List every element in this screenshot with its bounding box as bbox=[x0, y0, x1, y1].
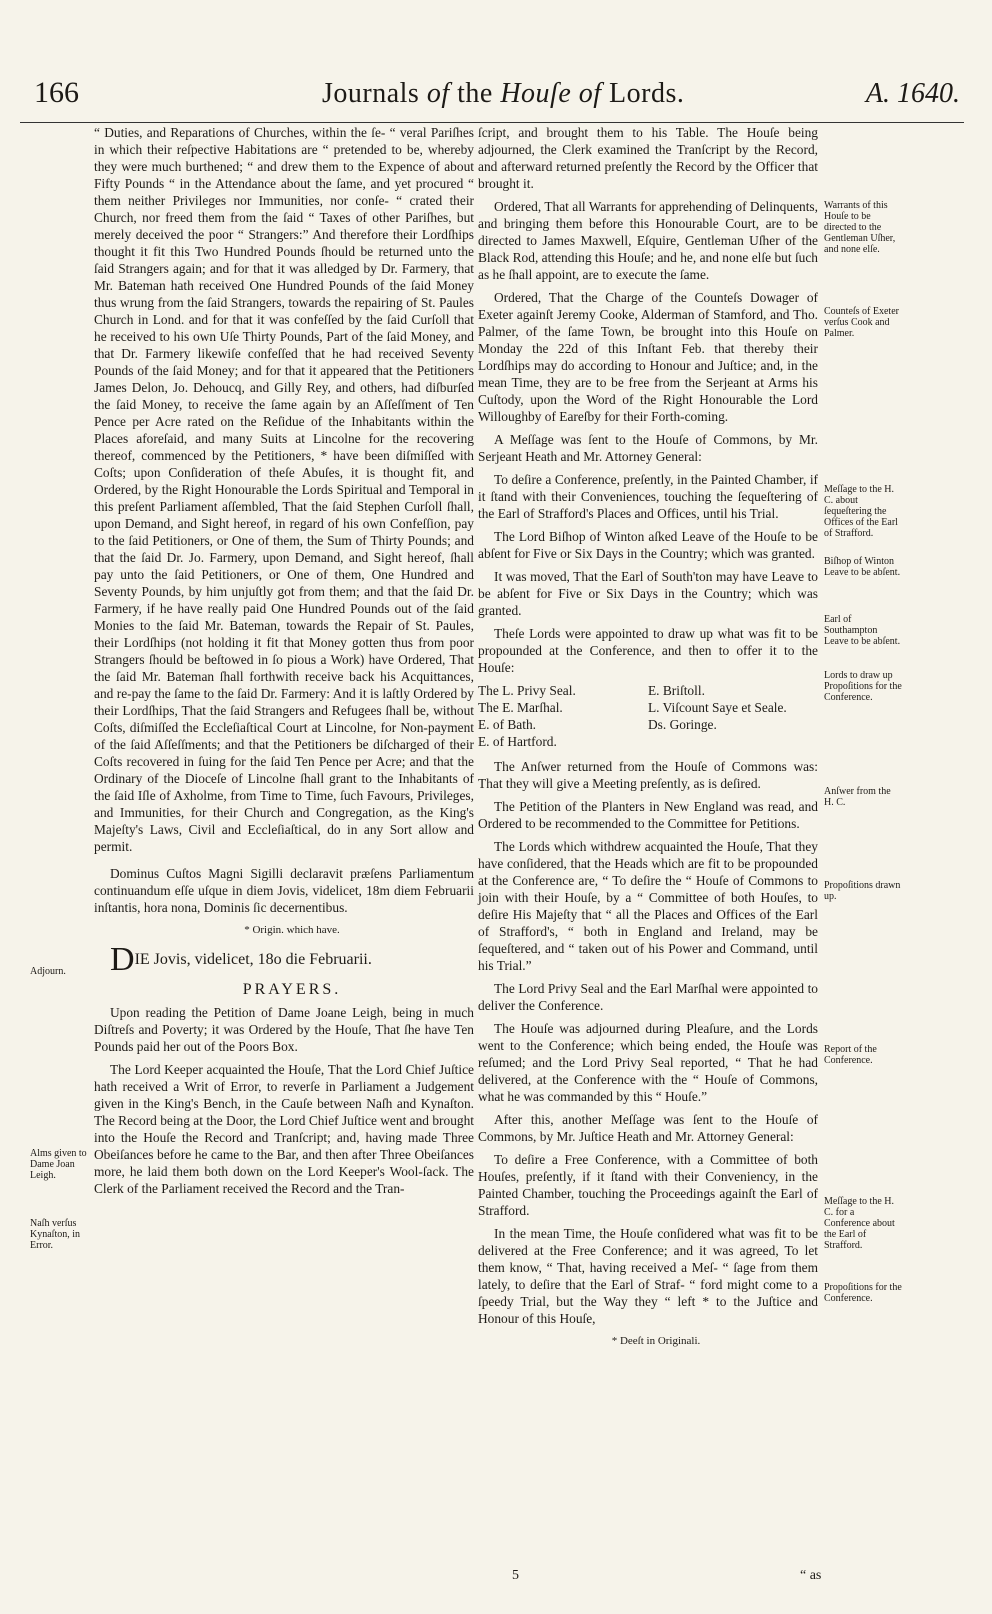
paragraph: Theſe Lords were appointed to draw up what was fit to be propounded at the Conference, and then to offer it to the Houſe: bbox=[478, 626, 818, 675]
margin-note: Meſſage to the H. C. for a Conference about the Earl of Strafford. bbox=[824, 1196, 895, 1251]
date-heading: DIE Jovis, videlicet, 18o die Februarii. bbox=[110, 941, 372, 978]
lords-list bbox=[478, 682, 818, 750]
list-item: E. of Bath. bbox=[478, 717, 537, 732]
list-item: The E. Marſhal. bbox=[478, 700, 563, 715]
page-number: 166 bbox=[34, 76, 79, 109]
footnote: * Origin. which have. bbox=[244, 924, 340, 936]
list-item: The L. Privy Seal. bbox=[478, 683, 576, 698]
margin-note: Naſh verſus Kynaſton, in Error. bbox=[30, 1218, 80, 1251]
lords-list-right bbox=[648, 682, 818, 750]
paragraph: The Lord Biſhop of Winton aſked Leave of the Houſe to be abſent for Five or Six Days in the Country; which was granted. bbox=[478, 529, 818, 561]
margin-note: Report of the Conference. bbox=[824, 1044, 877, 1066]
catchword: “ as bbox=[800, 1568, 822, 1583]
margin-note: Anſwer from the H. C. bbox=[824, 786, 891, 808]
margin-note: Meſſage to the H. C. about ſequeſtering the Offices of the Earl of Strafford. bbox=[824, 484, 898, 539]
margin-note: Earl of Southampton Leave to be abſent. bbox=[824, 614, 901, 647]
paragraph: The Lord Keeper acquainted the Houſe, That the Lord Chief Juſtice hath received a Writ of Error, to reverſe in Parliament a Judgement given in the King's Bench, in the Cauſe between Naſh and Kynaſton. The Record being at the Door, the Lord Chief Juſtice went and brought into the Houſe the Record and Tranſcript; and, having made Three Obeiſances before he came to the Bar, and then after Three Obeiſances more, he laid them both down on the Lord Keeper's Wool-ſack. The Clerk of the Parliament received the Record and the Tran- bbox=[94, 1062, 474, 1196]
paragraph: Ordered, That all Warrants for apprehending of Delinquents, and bringing them before this Honourable Court, are to be directed to James Maxwell, Eſquire, Gentleman Uſher of the Black Rod, attending this Houſe; and he, and none elſe but ſuch as he ſhall appoint, are to execute the ſame. bbox=[478, 199, 818, 282]
paragraph: The Lord Privy Seal and the Earl Marſhal were appointed to deliver the Conference. bbox=[478, 981, 818, 1013]
footnote: * Deeſt in Originali. bbox=[611, 1335, 701, 1347]
paragraph: A Meſſage was ſent to the Houſe of Commons, by Mr. Serjeant Heath and Mr. Attorney General: bbox=[478, 432, 818, 464]
paragraph: The Houſe was adjourned during Pleaſure, and the Lords went to the Conference; which being ended, the Houſe was reſumed; and the Lord Privy Seal reported, “ That he had delivered, at the Conference with the “ Houſe of Commons, what he was commanded by this “ Houſe.” bbox=[478, 1021, 818, 1104]
margin-note: Propoſitions drawn up. bbox=[824, 880, 901, 902]
paragraph: Upon reading the Petition of Dame Joane Leigh, being in much Diſtreſs and Poverty; it was Ordered by the Houſe, That ſhe have Ten Pounds paid her out of the Poors Box. bbox=[94, 1005, 474, 1054]
margin-note: Alms given to Dame Joan Leigh. bbox=[30, 1148, 87, 1181]
list-item: L. Viſcount Saye et Seale. bbox=[648, 700, 787, 715]
paragraph: The Lords which withdrew acquainted the Houſe, That they have conſidered, that the Heads which are fit to be propounded at the Conference are, “ To deſire the “ Houſe of Commons to join with their Houſe, by a “ Committee of both Houſes, to deſire His Majeſty that “ all the Places and Offices of the Earl of Strafford's, “ both in England and Ireland, may be ſequeſtered, and “ taken out of his Power and Command, until his Trial.” bbox=[478, 839, 818, 973]
list-item: E. of Hartford. bbox=[478, 734, 557, 749]
paragraph: To deſire a Conference, preſently, in the Painted Chamber, if it ſtand with their Conveniences, touching the ſequeſtering of the Earl of Strafford's Places and Offices, until his Trial. bbox=[478, 472, 818, 521]
paragraph: The Petition of the Planters in New England was read, and Ordered to be recommended to the Committee for Petitions. bbox=[478, 799, 818, 831]
margin-note: Counteſs of Exeter verſus Cook and Palmer. bbox=[824, 306, 899, 339]
list-item: E. Briſtoll. bbox=[648, 683, 705, 698]
paragraph: Ordered, That the Charge of the Counteſs Dowager of Exeter againſt Jeremy Cooke, Alderman of Stamford, and Tho. Palmer, of the ſame Town, be brought into this Houſe on Monday the 22d of this Inſtant Feb. that thereby their Lordſhips may do according to Honour and Juſtice; and, in the mean Time, they are to be free from the Serjeant at Arms his Cuſtody, upon the Word of the Right Honourable the Lord Willoughby of Eareſby for their Forth-coming. bbox=[478, 290, 818, 424]
margin-note: Warrants of this Houſe to be directed to the Gentleman Uſher, and none elſe. bbox=[824, 200, 896, 255]
margin-note: Adjourn. bbox=[30, 966, 66, 977]
left-column bbox=[94, 124, 474, 1203]
year: A. 1640. bbox=[865, 78, 960, 109]
paragraph: Dominus Cuſtos Magni Sigilli declaravit præſens Parliamentum continuandum eſſe uſque in diem Jovis, videlicet, 18m diem Februarii inſtantis, hora nona, Dominis ſic decernentibus. bbox=[94, 866, 474, 915]
list-item: Ds. Goringe. bbox=[648, 717, 717, 732]
paragraph: After this, another Meſſage was ſent to the Houſe of Commons, by Mr. Juſtice Heath and Mr. Attorney General: bbox=[478, 1112, 818, 1144]
right-column bbox=[478, 124, 818, 1356]
paragraph: ſcript, and brought them to his Table. The Houſe being adjourned, the Clerk examined the Tranſcript by the Record, and afterward returned preſently the Record by the Officer that brought it. bbox=[478, 125, 818, 191]
margin-note: Propoſitions for the Conference. bbox=[824, 1282, 902, 1304]
paragraph: In the mean Time, the Houſe conſidered what was fit to be delivered at the Free Conference; and it was agreed, To let them know, “ That, having received a Meſ- “ ſage from them lately, to deſire that the Earl of Straf- “ ford might come to a ſpeedy Trial, but the Way they “ left * to the Juſtice and Honour of this Houſe, bbox=[478, 1226, 818, 1326]
journal-title: Journals of the Houſe of Lords. bbox=[322, 78, 685, 109]
paragraph: To deſire a Free Conference, with a Committee of both Houſes, preſently, if it ſtand with their Conveniency, in the Painted Chamber, touching the Proceedings againſt the Earl of Strafford. bbox=[478, 1152, 818, 1218]
paragraph: The Anſwer returned from the Houſe of Commons was: That they will give a Meeting preſently, as is deſired. bbox=[478, 759, 818, 791]
lords-list-left bbox=[478, 682, 648, 750]
header-rule bbox=[20, 122, 964, 123]
margin-note: Lords to draw up Propoſitions for the Conference. bbox=[824, 670, 902, 703]
signature-mark: 5 bbox=[512, 1568, 519, 1583]
paragraph: “ Duties, and Reparations of Churches, within the ſe- “ veral Pariſhes in which their reſpective Habitations are “ pretended to be, whereby they were much burthened; “ and drew them to the Expence of about Fifty Pounds “ in the Attendance about the ſame, and yet procured “ them neither Privileges nor Immunities, nor conſe- “ crated their Church, nor freed them from the ſaid “ Taxes of other Pariſhes, but merely deceived the poor “ Strangers:” And therefore their Lordſhips thought it fit this Two Hundred Pounds ſhould be returned unto the ſaid Strangers again; and for that it was alledged by Dr. Farmery, that Mr. Bateman hath received One Hundred Pounds of the ſaid Money thus wrung from the ſaid Strangers, towards the repairing of St. Paules Church in Lond. and for that it was confeſſed by the ſaid Curſoll that he received to his own Uſe Thirty Pounds, Part of the ſaid Money, and that Dr. Farmery likewiſe confeſſed that he had received Seventy Pounds of the ſaid Money; and for that it appeared that the Petitioners James Delon, Jo. Dehoucq, and Gilly Rey, and others, had diſburſed the ſaid Money, to receive the ſame again by an Aſſeſſment of Ten Pence per Acre rated on the Reſidue of the Inhabitants within the Places aforeſaid, and many Suits at Lincolne for the recovering thereof, commenced by the Petitioners, * have been diſmiſſed with Coſts; upon Conſideration of theſe Abuſes, it is thought fit, and Ordered, by the Right Honourable the Lords Spiritual and Temporal in this preſent Parliament aſſembled, That the ſaid Stephen Curſoll ſhall, upon Demand, and Sight hereof, in regard of his own Confeſſion, pay to the ſaid Petitioners, or One of them, the Sum of Thirty Pounds; and that the ſaid Dr. Jo. Farmery, upon Demand, and Sight hereof, ſhall pay unto the ſaid Petitioners, or One of them, One Hundred and Seventy Pounds, by him unjuſtly got from them; and that the ſaid Dr. Farmery, if he have really paid One Hundred Pounds out of the ſaid Monies to the ſaid Mr. Bateman, towards the Repair of St. Paules, their Lordſhips (not holding it fit that Money gotten thus from poor Strangers ſhould be beſtowed in ſo pious a Work) have Ordered, That the ſaid Mr. Bateman ſhall forthwith receive back his Acquittances, and re-pay the ſame to the ſaid Dr. Farmery: And it is laſtly Ordered by their Lordſhips, That the ſaid Strangers and Refugees ſhall be, without Coſts, diſmiſſed the Eccleſiaſtical Court at Lincolne, for Non-payment of the ſaid Aſſeſſments; and that the Petitioners be diſcharged of their Coſts recovered in ſuing for the ſaid Ten Pence per Acre; and that the Ordinary of the Dioceſe of Lincolne ſhall grant to the Inhabitants of the ſaid Iſle of Axholme, from Time to Time, ſuch Favours, Privileges, and Immunities, for their Church and Congregation, as the King's Majeſty's Laws, Civil and Eccleſiaſtical, do in any Sort allow and permit. bbox=[94, 125, 474, 854]
running-header bbox=[30, 76, 960, 122]
paragraph: It was moved, That the Earl of South'ton may have Leave to be abſent for Five or Six Days in the Country; which was granted. bbox=[478, 569, 818, 618]
prayers-heading: PRAYERS. bbox=[242, 981, 342, 998]
margin-note: Biſhop of Winton Leave to be abſent. bbox=[824, 556, 901, 578]
